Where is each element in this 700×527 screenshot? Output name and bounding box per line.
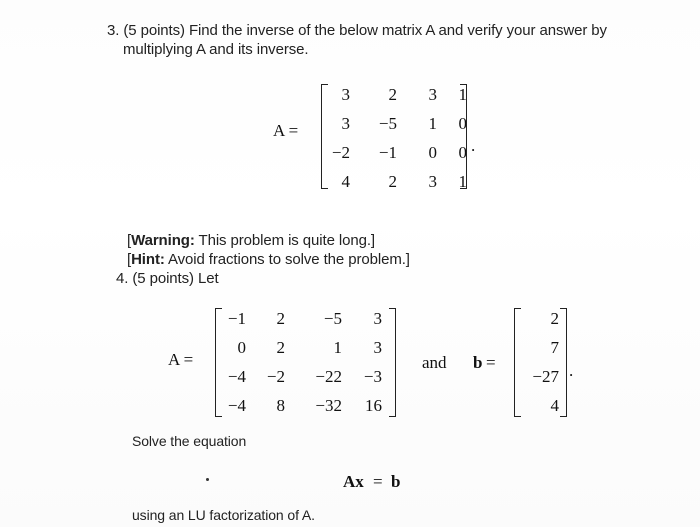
problem-4-matrix-cell: 2 bbox=[276, 309, 285, 328]
vector-b-cell: 7 bbox=[550, 338, 559, 357]
problem-4-matrix-cell: 0 bbox=[237, 338, 246, 357]
vector-b bbox=[523, 309, 559, 416]
problem-4-matrix-label: A = bbox=[168, 350, 194, 369]
problem-3-matrix-cell: −1 bbox=[378, 143, 397, 162]
problem-3-matrix-left-bracket bbox=[321, 84, 328, 189]
problem-3-line-1: 3. (5 points) Find the inverse of the below matrix A and verify your answer by bbox=[107, 22, 607, 39]
vector-b-equals: = bbox=[486, 353, 496, 372]
problem-4-matrix-right-bracket bbox=[389, 308, 396, 417]
vector-b-cell: 2 bbox=[550, 309, 559, 328]
problem-3-matrix-cell: 0 bbox=[428, 143, 437, 162]
problem-3-matrix-cell: 0 bbox=[458, 114, 467, 133]
problem-3-matrix-right-bracket bbox=[460, 84, 467, 189]
equation-rhs: b bbox=[391, 472, 401, 491]
problem-3-matrix-cell: 3 bbox=[341, 85, 350, 104]
hint-label: Hint: bbox=[131, 251, 165, 268]
problem-3-matrix-cell: 2 bbox=[388, 85, 397, 104]
equation-equals: = bbox=[373, 472, 383, 491]
problem-4-matrix-cell: −22 bbox=[315, 367, 342, 386]
problem-3-matrix-label: A = bbox=[273, 121, 299, 140]
problem-4-matrix-cell: 8 bbox=[276, 396, 285, 415]
warning-label: Warning: bbox=[131, 232, 195, 249]
hint-note bbox=[127, 251, 410, 268]
problem-3-matrix-cell: 4 bbox=[341, 172, 350, 191]
vector-b-left-bracket bbox=[514, 308, 521, 417]
problem-4-matrix-cell: −4 bbox=[227, 396, 246, 415]
problem-4-matrix-cell: −5 bbox=[323, 309, 342, 328]
problem-4-matrix-cell: −2 bbox=[266, 367, 285, 386]
problem-4-matrix-cell: 2 bbox=[276, 338, 285, 357]
problem-4-matrix-cell: −1 bbox=[227, 309, 246, 328]
warning-text: This problem is quite long.] bbox=[194, 232, 375, 249]
problem-3-matrix-cell: 1 bbox=[458, 85, 467, 104]
hint-text: Avoid fractions to solve the problem.] bbox=[164, 251, 410, 268]
problem-3-matrix-cell: −2 bbox=[331, 143, 350, 162]
vector-b-label: b bbox=[473, 353, 483, 372]
problem-4-matrix bbox=[220, 309, 382, 416]
problem-4-matrix-cell: 3 bbox=[373, 338, 382, 357]
problem-3-matrix-cell: 3 bbox=[341, 114, 350, 133]
warning-open-bracket: [ bbox=[127, 232, 132, 249]
problem-4-heading: 4. (5 points) Let bbox=[116, 270, 219, 287]
problem-3-period: . bbox=[471, 136, 476, 155]
problem-3-matrix-cell: −5 bbox=[378, 114, 397, 133]
vector-b-cell: −27 bbox=[532, 367, 559, 386]
problem-3-matrix-cell: 3 bbox=[428, 85, 437, 104]
problem-3-matrix-cell: 1 bbox=[428, 114, 437, 133]
problem-3-matrix-cell: 3 bbox=[428, 172, 437, 191]
and-text: and bbox=[422, 353, 447, 372]
vector-b-right-bracket bbox=[560, 308, 567, 417]
equation-lhs: Ax bbox=[343, 472, 364, 491]
problem-3-matrix-cell: 0 bbox=[458, 143, 467, 162]
problem-4-period: . bbox=[569, 361, 574, 380]
stray-dot bbox=[206, 478, 209, 481]
warning-note bbox=[127, 232, 375, 249]
problem-3-line-2: multiplying A and its inverse. bbox=[123, 41, 309, 58]
problem-3-matrix-cell: 2 bbox=[388, 172, 397, 191]
vector-b-cell: 4 bbox=[550, 396, 559, 415]
problem-4-matrix-cell: −3 bbox=[363, 367, 382, 386]
problem-4-matrix-cell: −32 bbox=[315, 396, 342, 415]
problem-4-matrix-cell: 1 bbox=[333, 338, 342, 357]
problem-4-matrix-cell: 3 bbox=[373, 309, 382, 328]
solve-instruction: Solve the equation bbox=[132, 433, 247, 449]
problem-4-matrix-cell: −4 bbox=[227, 367, 246, 386]
problem-3-matrix-cell: 1 bbox=[458, 172, 467, 191]
problem-3-matrix bbox=[330, 85, 467, 192]
lu-instruction: using an LU factorization of A. bbox=[132, 507, 315, 523]
problem-4-matrix-cell: 16 bbox=[365, 396, 382, 415]
hint-open-bracket: [ bbox=[127, 251, 132, 268]
